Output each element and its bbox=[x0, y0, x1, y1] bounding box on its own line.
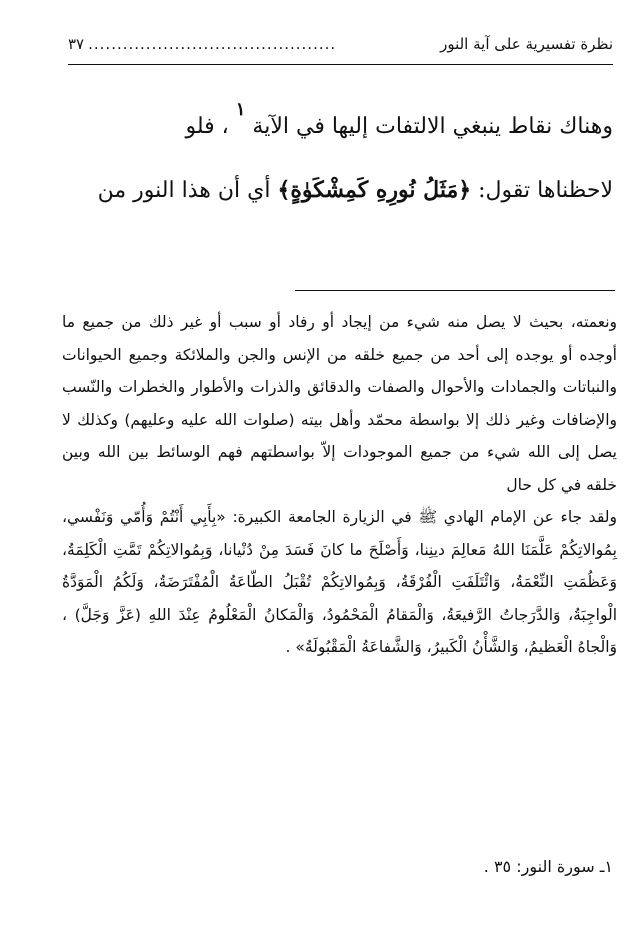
header-dot-leader: ........................................... bbox=[88, 35, 337, 53]
notes-paragraph-2: ولقد جاء عن الإمام الهادي ﷺ في الزيارة الجامعة الكبيرة: «بِأَبِي أَنْتُمْ وَأُمّي وَنَفْسي، بِمُوالاتِكُمْ عَلَّمَنَا اللهُ مَعالِمَ دينِنا، وَأَصْلَحَ ما كانَ فَسَدَ مِنْ دُنْيانا، وَبِمُوالاتِكُمْ تَمَّتِ الْكَلِمَةُ، وَعَظُمَتِ النِّعْمَةُ، وَائْتَلَفَتِ الْفُرْقَةُ، وَبِمُوالاتِكُمْ تُقْبَلُ الطّاعَةُ الْمُفْتَرَضَةُ، وَلَكُمُ الْمَوَدَّةُ الْواجِبَةُ، وَالدَّرَجاتُ الرَّفيعَةُ، وَالْمَقامُ الْمَحْمُودُ، وَالْمَكانُ الْمَعْلُومُ عِنْدَ اللهِ (عَزَّ وَجَلَّ) ، وَالْجاهُ الْعَظيمُ، وَالشَّأْنُ الْكَبيرُ، وَالشَّفاعَةُ الْمَقْبُولَةُ» . bbox=[62, 508, 617, 656]
notes-block bbox=[62, 306, 617, 664]
running-header bbox=[68, 30, 613, 65]
main-line-2: لاحظناها تقول: ﴿مَثَلُ نُورِهِ كَمِشْكَوٰةٍ﴾ أي أن هذا النور من bbox=[97, 177, 613, 203]
page-number: ٣٧ bbox=[68, 35, 85, 53]
main-line-1: وهناك نقاط ينبغي الالتفات إليها في الآية $^١$ ، فلو bbox=[185, 99, 613, 139]
footnote: ١ـ سورة النور: ٣٥ . bbox=[483, 857, 613, 876]
notes-paragraph-1: ونعمته، بحيث لا يصل منه شيء من إيجاد أو رفاد أو سبب أو غير ذلك من جميع ما أوجده أو يوجده إلى أحد من جميع خلقه من الإنس والجن والملائكة وجميع الحيوانات والنباتات والجمادات والأحوال والصفات والدقائق والذرات والأطوار والخطرات والنّسب والإضافات وغير ذلك إلا بواسطة محمّد وأهل بيته (صلوات الله عليه وعليهم) وكذلك لا يصل إلى الله شيء من جميع الموجودات إلاّ بواسطتهم فهم الوسائط بين الله وبين خلقه في كل حال bbox=[62, 313, 617, 494]
notes-separator bbox=[295, 290, 615, 291]
footnote-reference: ١ bbox=[235, 99, 246, 120]
main-text bbox=[68, 96, 613, 222]
quran-quote: ﴿مَثَلُ نُورِهِ كَمِشْكَوٰةٍ﴾ bbox=[277, 177, 472, 203]
header-title: نظرة تفسيرية على آية النور bbox=[440, 35, 613, 53]
